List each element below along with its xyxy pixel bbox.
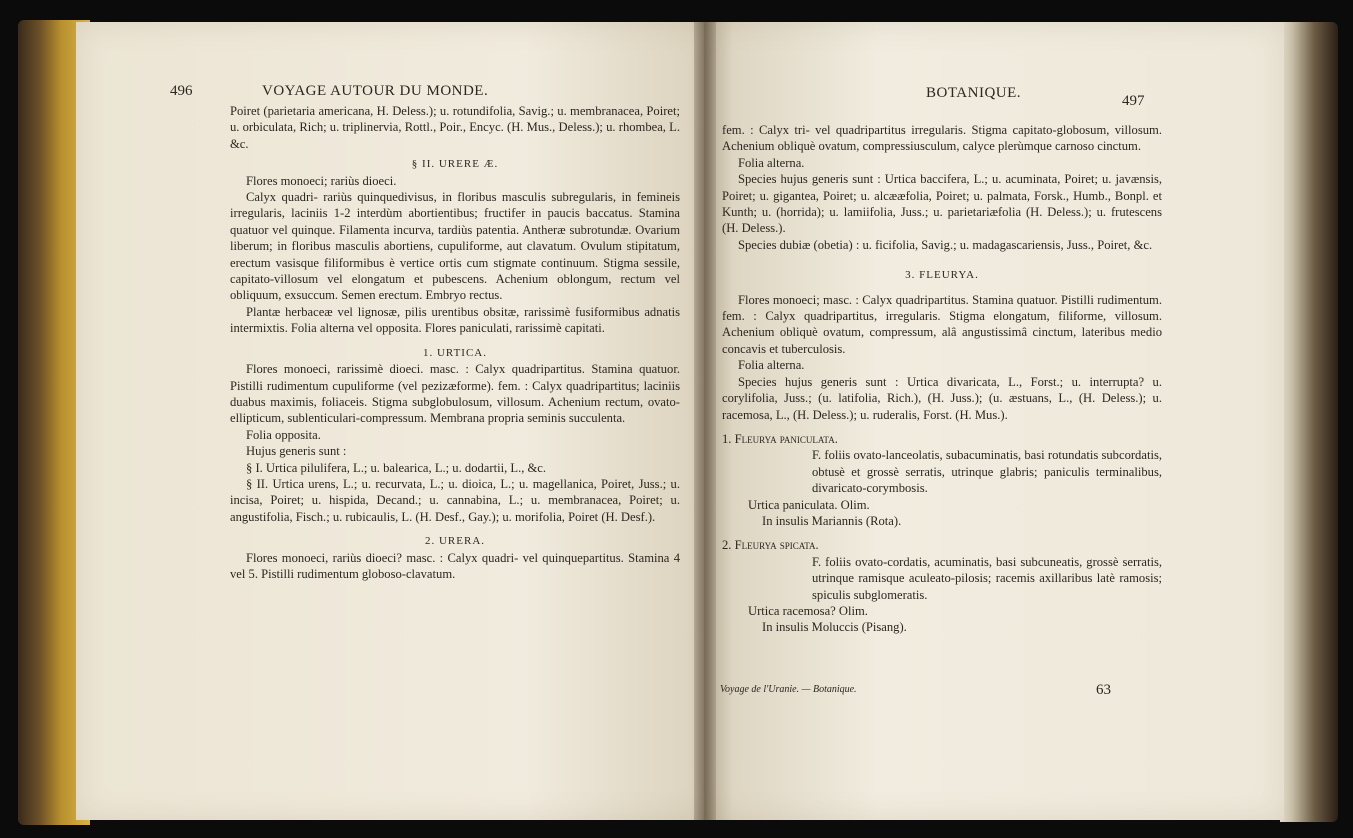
species-synonym: Urtica paniculata. Olim. [748, 497, 870, 512]
paragraph: § II. Urtica urens, L.; u. recurvata, L.; u. dioica, L.; u. magellanica, Poiret, Juss.; u. incisa, Poiret; u. hispida, Decand.; u. cannabina, L.; u. membranacea, Poiret; u. angustifolia, Fisch.; u. rubicaulis, L. (H. Desf., Gay.); u. morifolia, Poiret (H. Desf.). [230, 476, 680, 524]
genus-heading: 2. URERA. [424, 535, 486, 548]
right-running-title: BOTANIQUE. [926, 85, 1022, 101]
species-heading: 2. Fleurya spicata. [722, 538, 819, 553]
paragraph: Poiret (parietaria americana, H. Deless.); u. rotundifolia, Savig.; u. membranacea, Poiret; u. orbiculata, Rich; u. triplinervia, Rottl., Poir., Encyc. (H. Mus., Deless.); u. rhombea, L. &c. [230, 104, 680, 151]
paragraph: Flores monoeci, rariùs dioeci? masc. : Calyx quadri- vel quinquepartitus. Stamina 4 vel 5. Pistilli rudimentum globoso-clavatum. [230, 550, 680, 581]
species-locality: In insulis Moluccis (Pisang). [762, 620, 907, 635]
species-description: F. foliis ovato-cordatis, acuminatis, basi subcuneatis, grossè serratis, utrinque ramisque aculeato-pilosis; racemis axillaribus latè ramosis; spiculis subglomeratis. [812, 554, 1162, 602]
paragraph: Folia alterna. [738, 358, 805, 373]
left-running-title: VOYAGE AUTOUR DU MONDE. [262, 83, 489, 99]
right-page-number: 497 [1122, 93, 1145, 109]
paragraph: Calyx quadri- rariùs quinquedivisus, in floribus masculis subregularis, in femineis irregularis, laciniis 1-2 interdùm abortientibus; fructifer in paucis baccatus. Stamina quatuor vel quinque. Filamenta incurva, tardiùs patentia. Antheræ subrotundæ. Ovarium liberum; in floribus masculis abortiens, cupuliforme, aut clavatum. Ovulum stipitatum, erectum vasisque filiformibus è vertice ortis cum stigmate continuum. Stigma sessile, capitato-villosum vel elongatum et pubescens. Achenium oblongum, rectum vel obliquum, exsuccum. Semen erectum. Embryo rectus. [230, 190, 680, 303]
paragraph: Flores monoeci; masc. : Calyx quadripartitus. Stamina quatuor. Pistilli rudimentum. fem. : Calyx quadripartitus, irregularis. Stigma elongatum, filiforme, villosum. Achenium obliquè ovatum, compressum, alâ angustissimâ cinctum, lateribus medio concavis et tuberculosis. [722, 292, 1162, 356]
page-footer: Voyage de l'Uranie. — Botanique. [720, 684, 857, 695]
species-entry [722, 431, 1162, 529]
left-page-number: 496 [170, 83, 193, 99]
paragraph: Plantæ herbaceæ vel lignosæ, pilis urentibus obsitæ, rarissimè fusiformibus adnatis intermixtis. Folia alterna vel opposita. Flores paniculati, rarissimè capitati. [230, 304, 680, 336]
printer-signature: 63 [1096, 682, 1111, 698]
species-synonym: Urtica racemosa? Olim. [748, 603, 868, 618]
book-gutter [694, 22, 716, 820]
paragraph: Hujus generis sunt : [246, 444, 347, 459]
paragraph: fem. : Calyx tri- vel quadripartitus irregularis. Stigma capitato-globosum, villosum. Achenium obliquè ovatum, compressiusculum, calyce plerùmque carnoso cinctum. [722, 123, 1162, 154]
genus-heading: 1. URTICA. [422, 346, 488, 359]
species-locality: In insulis Mariannis (Rota). [762, 513, 902, 528]
species-description: F. foliis ovato-lanceolatis, subacuminatis, basi rotundatis subcordatis, obtusè et grossè serratis, utrinque glabris; paniculis terminalibus, divaricato-corymbosis. [812, 448, 1162, 496]
right-page-edges [1280, 22, 1338, 822]
species-entry [722, 537, 1162, 635]
right-page-body [722, 122, 1162, 636]
paragraph: Flores monoeci, rarissimè dioeci. masc. : Calyx quadripartitus. Stamina quatuor. Pistilli rudimentum cupuliforme (vel pezizæforme). fem. : Calyx quadripartitus; laciniis duabus maximis, foliaceis. Stigma subglobulosum, villosum. Achenium rectum, ovato-ellipticum, sublenticulari-compressum. Membrana propria seminis succulenta. [230, 362, 680, 426]
paragraph: Folia alterna. [738, 155, 805, 170]
left-page-body [230, 103, 680, 582]
paragraph: Flores monoeci; rariùs dioeci. [246, 173, 397, 188]
paragraph: Species hujus generis sunt : Urtica baccifera, L.; u. acuminata, Poiret; u. javænsis, Poiret; u. gigantea, Poiret; u. alcææfolia, Poiret; u. palmata, Forsk., Humb., Bonpl. et Kunth; u. (horrida); u. lamiifolia, Juss.; u. parietariæfolia (H. Deless.); u. frutescens (H. Deless.). [722, 172, 1162, 236]
genus-heading: 3. FLEURYA. [905, 269, 979, 282]
species-heading: 1. Fleurya paniculata. [722, 431, 838, 446]
paragraph: Species hujus generis sunt : Urtica divaricata, L., Forst.; u. interrupta? u. corylifolia, Juss.; (u. latifolia, Rich.), (H. Juss.); (u. æstuans, L., (H. Deless.); u. racemosa, L., (H. Deless.); u. ruderalis, Forst. (H. Mus.). [722, 374, 1162, 422]
section-heading: § II. URERE Æ. [411, 158, 499, 171]
paragraph: Folia opposita. [246, 427, 321, 442]
paragraph: § I. Urtica pilulifera, L.; u. balearica, L.; u. dodartii, L., &c. [246, 460, 547, 475]
paragraph: Species dubiæ (obetia) : u. ficifolia, Savig.; u. madagascariensis, Juss., Poiret, &c. [738, 237, 1153, 252]
